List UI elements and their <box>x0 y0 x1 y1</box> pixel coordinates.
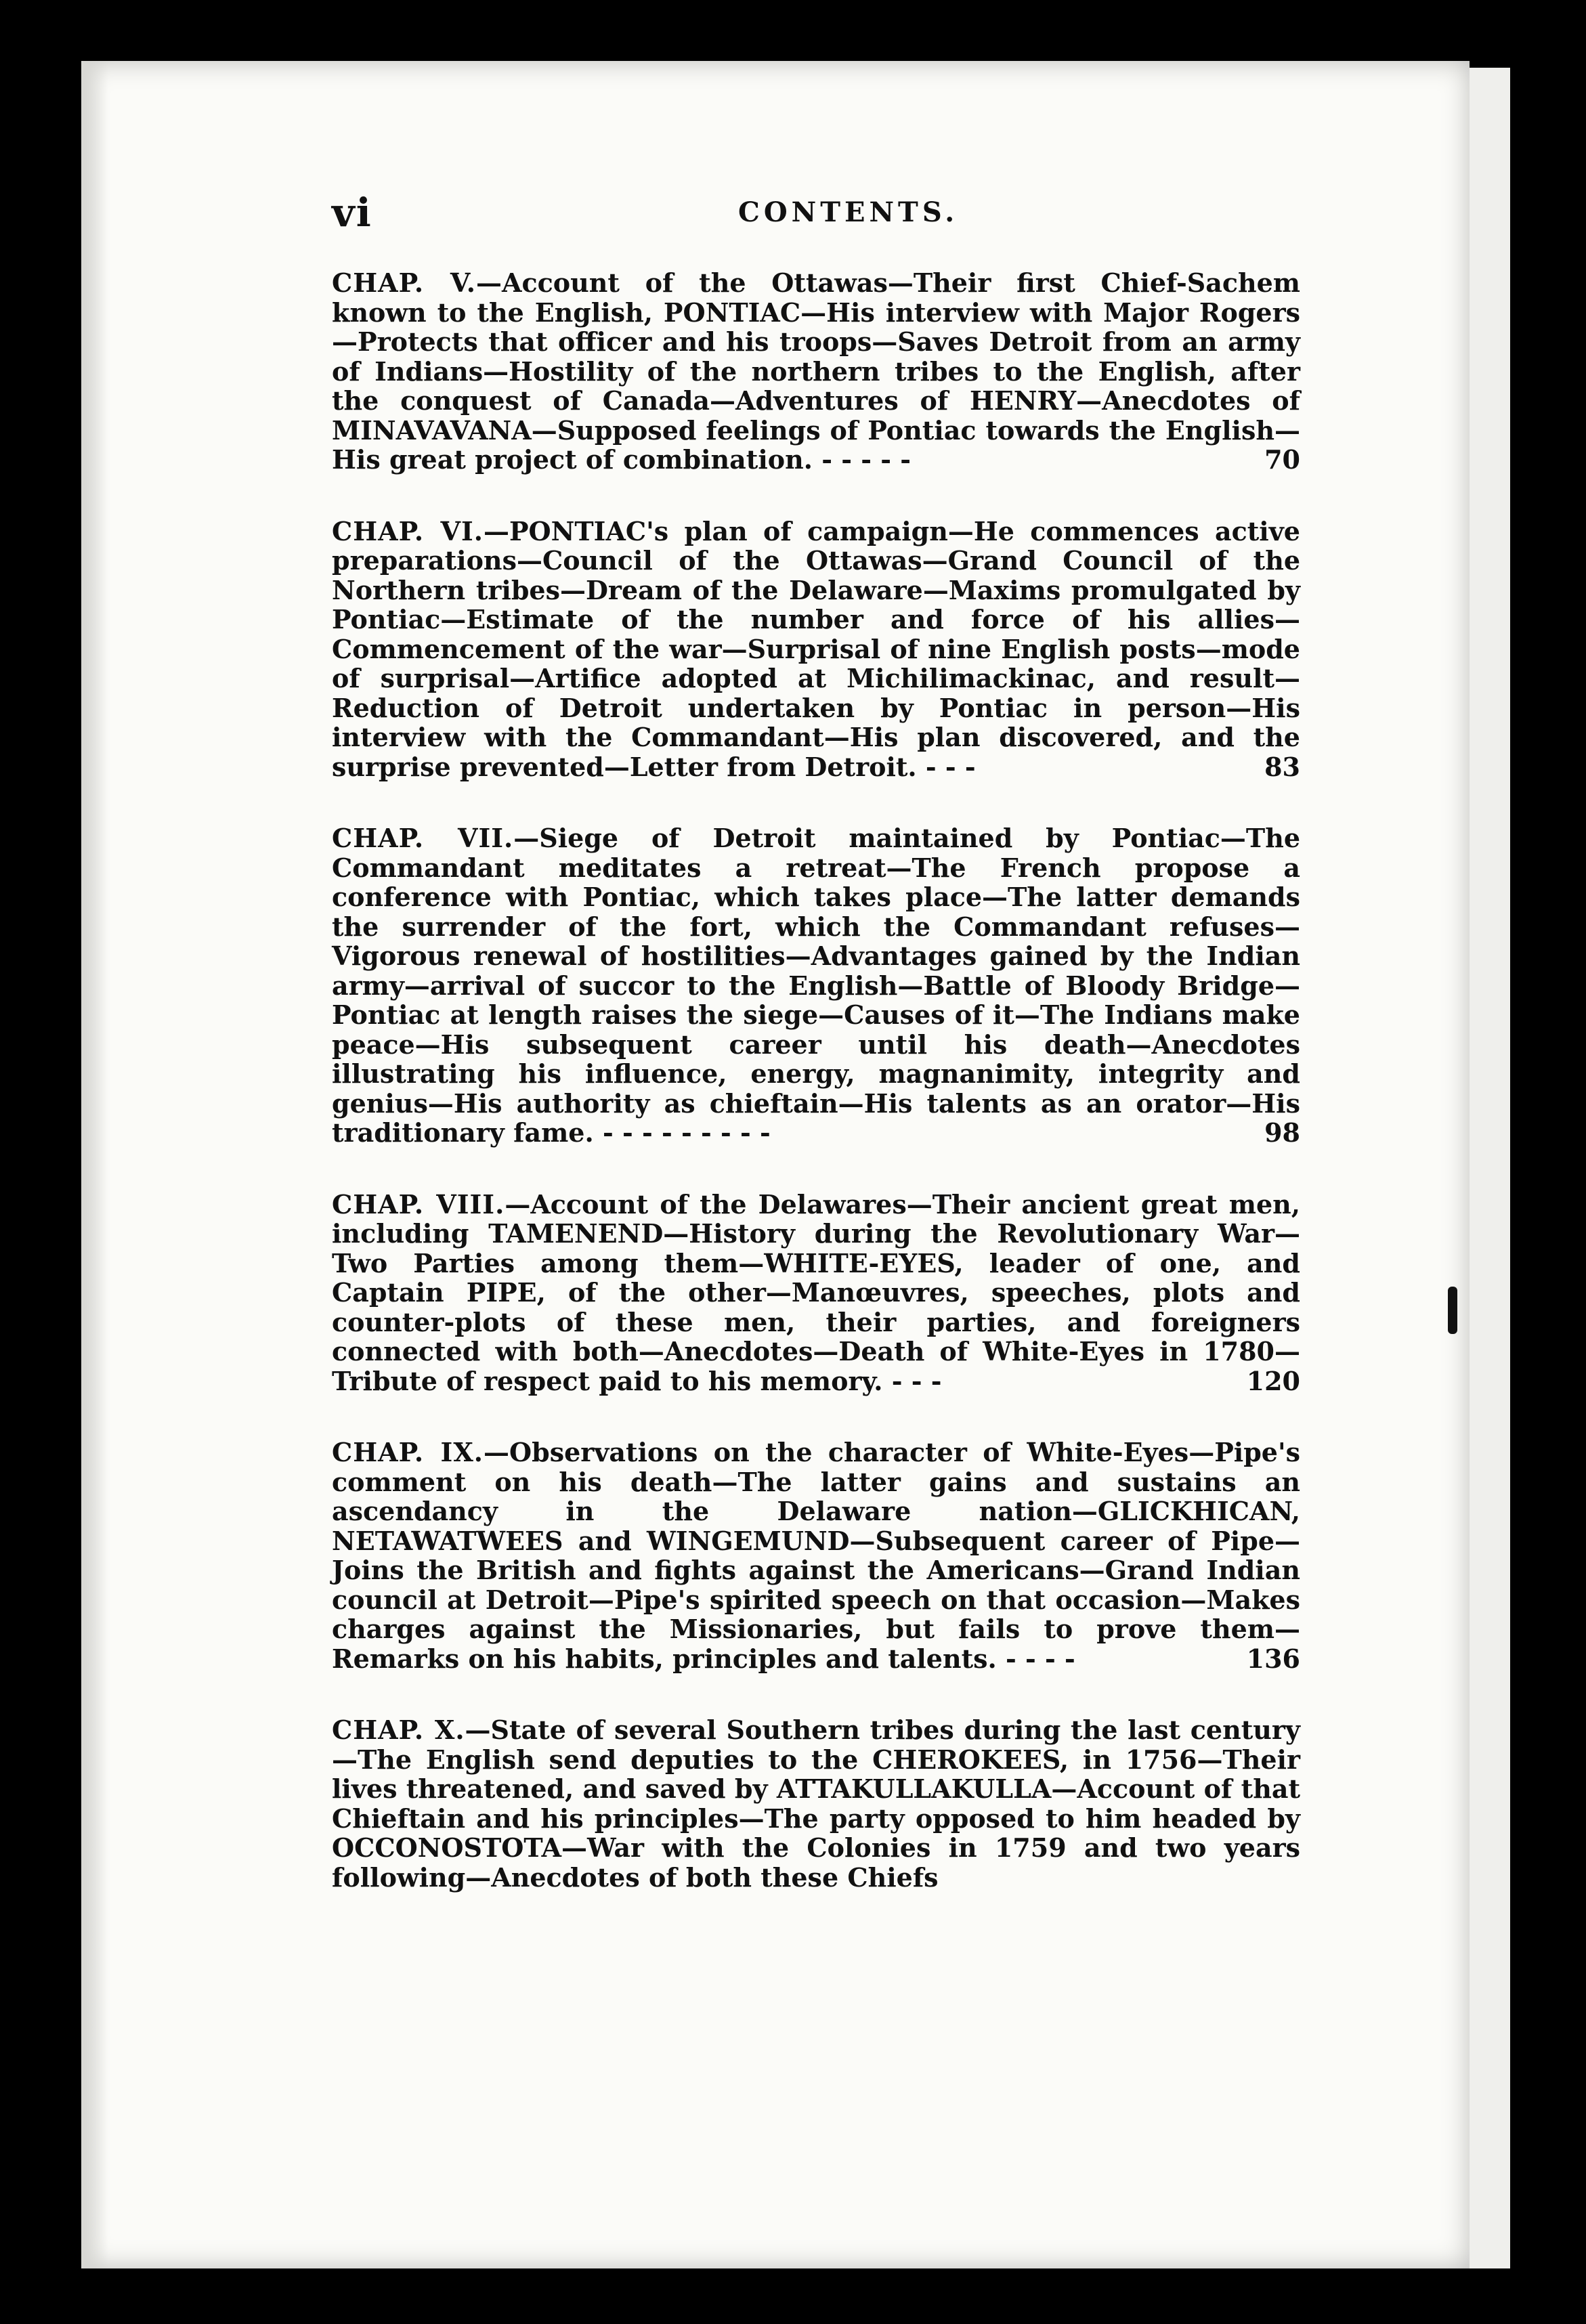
leader-dots: - - - - - - - - - <box>602 1117 771 1148</box>
adjacent-page-strip <box>1470 68 1510 2268</box>
binding-mark <box>1448 1287 1457 1334</box>
chapter-entry-10 <box>332 1715 1300 1892</box>
chapter-label: CHAP. VIII. <box>332 1188 505 1220</box>
page-reference: 70 <box>1264 444 1300 475</box>
leader-dots: - - - - - <box>821 444 911 475</box>
page-header <box>332 190 1300 244</box>
page-reference: 136 <box>1246 1643 1300 1674</box>
chapter-summary: —Observations on the character of White-Eyes—Pipe's comment on his death—The latter gains and sustains an ascendancy in the Delaware nation—GLICKHICAN, NETAWATWEES and WINGEMUND—Subsequent career of Pipe—Joins the British and fights against the Americans—Grand Indian council at Detroit—Pipe's spirited speech on that occasion—Makes charges against the Missionaries, but fails to prove them—Remarks on his habits, principles and talents. <box>332 1437 1300 1674</box>
chapter-entry-9 <box>332 1438 1300 1673</box>
running-head: CONTENTS. <box>738 196 959 228</box>
chapter-entry-8 <box>332 1190 1300 1396</box>
chapter-entry-6 <box>332 517 1300 782</box>
chapter-label: CHAP. VI. <box>332 515 484 546</box>
chapter-summary: —Account of the Delawares—Their ancient great men, including TAMENEND—History during the Revolutionary War—Two Parties among them—WHITE-EYES, leader of one, and Captain PIPE, of the other—Manœuvres, speeches, plots and counter-plots of these men, their parties, and foreigners connected with both—Anecdotes—Death of White-Eyes in 1780—Tribute of respect paid to his memory. <box>332 1188 1300 1396</box>
chapter-label: CHAP. IX. <box>332 1437 484 1467</box>
page-reference: 83 <box>1264 751 1300 782</box>
chapter-summary: —Siege of Detroit maintained by Pontiac—The Commandant meditates a retreat—The French propose a conference with Pontiac, which takes place—The latter demands the surrender of the fort, which the Commandant refuses—Vigorous renewal of hostilities—Advantages gained by the Indian army—arrival of succor to the English—Battle of Bloody Bridge—Pontiac at length raises the siege—Causes of it—The Indians make peace—His subsequent career until his death—Anecdotes illustrating his influence, energy, magnanimity, integrity and genius—His authority as chieftain—His talents as an orator—His traditionary fame. <box>332 823 1300 1148</box>
chapter-entry-5 <box>332 268 1300 475</box>
page-edge-shadow <box>81 61 108 2268</box>
contents-page <box>332 190 1300 1892</box>
chapter-label: CHAP. V. <box>332 267 476 298</box>
chapter-label: CHAP. X. <box>332 1715 465 1745</box>
page-reference: 120 <box>1246 1365 1300 1396</box>
chapter-summary: —PONTIAC's plan of campaign—He commences active preparations—Council of the Ottawas—Grand Council of the Northern tribes—Dream of the Delaware—Maxims promulgated by Pontiac—Estimate of the number and force of his allies—Commencement of the war—Surprisal of nine English posts—mode of surprisal—Artifice adopted at Michilimackinac, and result—Reduction of Detroit undertaken by Pontiac in person—His interview with the Commandant—His plan discovered, and the surprise prevented—Letter from Detroit. <box>332 515 1300 782</box>
page-folio: vi <box>332 190 372 236</box>
leader-dots: - - - - <box>1006 1643 1075 1674</box>
chapter-summary: —Account of the Ottawas—Their first Chief-Sachem known to the English, PONTIAC—His interview with Major Rogers—Protects that officer and his troops—Saves Detroit from an army of Indians—Hostility of the northern tribes to the English, after the conquest of Canada—Adventures of HENRY—Anecdotes of MINAVAVANA—Supposed feelings of Pontiac towards the English—His great project of combination. <box>332 267 1300 475</box>
page-reference: 98 <box>1264 1117 1300 1148</box>
chapter-label: CHAP. VII. <box>332 823 514 853</box>
leader-dots: - - - <box>891 1365 942 1396</box>
chapter-summary: —State of several Southern tribes during the last century—The English send deputies to the CHEROKEES, in 1756—Their lives threatened, and saved by ATTAKULLAKULLA—Account of that Chieftain and his principles—The party opposed to him headed by OCCONOSTOTA—War with the Colonies in 1759 and two years following—Anecdotes of both these Chiefs <box>332 1715 1300 1893</box>
chapter-entry-7 <box>332 823 1300 1148</box>
leader-dots: - - - <box>925 751 976 782</box>
